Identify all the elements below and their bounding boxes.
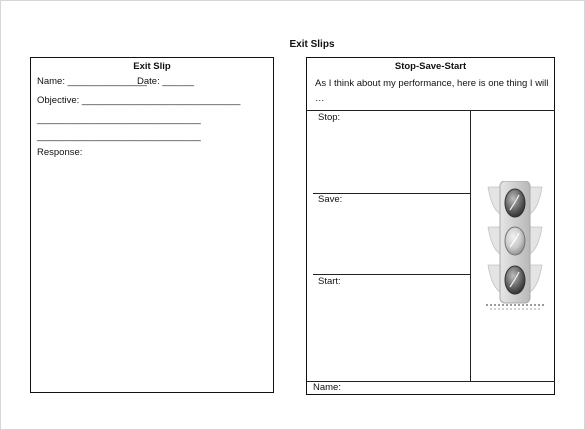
prompt-divider (307, 110, 555, 111)
page-title: Exit Slips (289, 39, 335, 50)
name-divider (307, 381, 555, 382)
stop-save-start-title: Stop-Save-Start (394, 61, 467, 72)
column-divider (470, 110, 471, 382)
name-label: Name: (313, 382, 341, 393)
exit-slip-title: Exit Slip (133, 61, 171, 72)
objective-field-label: Objective: ______________________________ (37, 95, 241, 106)
prompt-line: … (315, 93, 325, 104)
start-label: Start: (318, 276, 341, 287)
response-field-label: Response: (37, 147, 83, 158)
exit-slip-card (30, 57, 274, 393)
prompt-line: As I think about my performance, here is one thing I will (315, 78, 549, 89)
traffic-light-icon (486, 181, 544, 311)
stop-label: Stop: (318, 112, 341, 123)
save-divider (313, 274, 470, 275)
date-field-label: Date: ______ (137, 76, 195, 87)
save-label: Save: (318, 194, 343, 205)
name-field-label: Name: _______________ (37, 76, 147, 87)
blank-line: _______________________________ (37, 114, 201, 125)
blank-line: _______________________________ (37, 131, 201, 142)
reflection-prompt (315, 76, 551, 106)
